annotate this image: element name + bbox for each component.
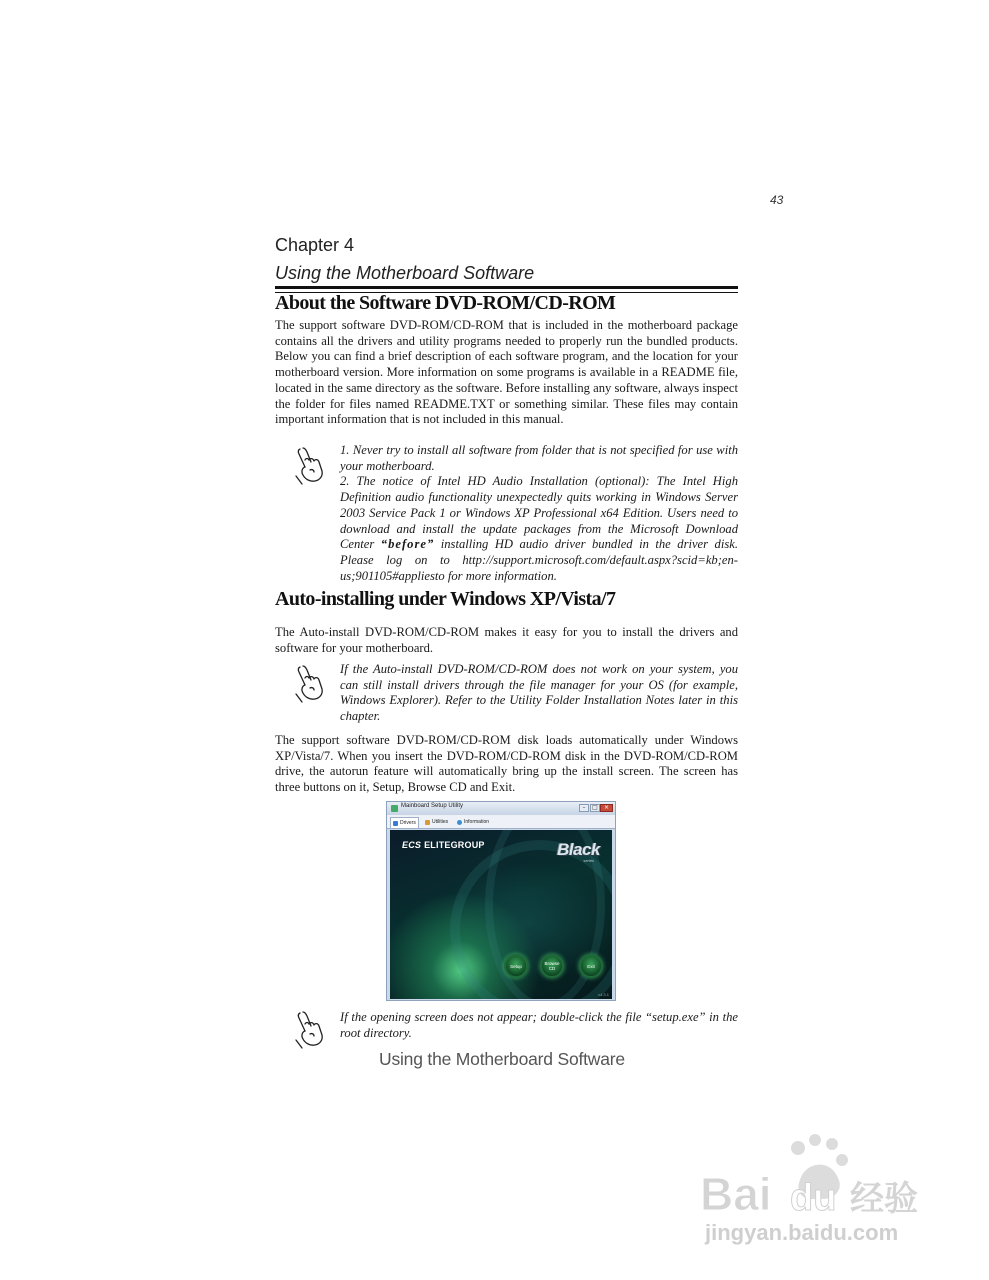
note-item-2 xyxy=(340,474,738,584)
note-item-2-text-a: 2. The notice of Intel HD Audio Installation (optional): The Intel High Definition audio functionality unexpectedly quits working in Windows Server 2003 Service Pack 1 or Windows XP Professional x64 Edition. Users need to download and install the update packages from the Microsoft Download Center xyxy=(340,474,738,552)
version-label: v4.3.1 xyxy=(598,992,609,997)
note-auto-install-fallback: If the Auto-install DVD-ROM/CD-ROM does not work on your system, you can still install drivers through the file manager for your OS (for example, Windows Explorer). Refer to the Utility Folder Installation Notes later in this chapter. xyxy=(340,662,738,724)
brand-name: ELITEGROUP xyxy=(424,840,485,850)
minimize-button[interactable]: – xyxy=(579,804,589,812)
page-footer: Using the Motherboard Software xyxy=(379,1049,625,1069)
svg-text:du: du xyxy=(790,1177,837,1219)
setup-utility-screenshot xyxy=(386,801,616,1001)
installer-splash xyxy=(390,830,612,999)
auto-install-paragraph-1: The Auto-install DVD-ROM/CD-ROM makes it easy for you to install the drivers and software for your motherboard. xyxy=(275,625,738,655)
watermark-url: jingyan.baidu.com xyxy=(705,1220,899,1245)
note-item-1: 1. Never try to install all software from folder that is not specified for use with your motherboard. xyxy=(340,443,738,473)
section-heading-about: About the Software DVD-ROM/CD-ROM xyxy=(275,292,616,314)
close-button[interactable]: × xyxy=(600,804,613,812)
black-series-logo: Black xyxy=(557,840,600,859)
tab-information[interactable] xyxy=(455,817,495,828)
tab-information-label: Information xyxy=(464,819,490,825)
maximize-button[interactable]: □ xyxy=(590,804,600,812)
drivers-icon xyxy=(393,821,398,826)
about-paragraph: The support software DVD-ROM/CD-ROM that is included in the motherboard package contains all the drivers and utility programs needed to properly run the bundled products. Below you can find a brief description of each software program, and the location for your motherboard version. More information on some programs is available in a README file, located in the same directory as the software. Before installing any software, always inspect the folder for files named README.TXT or something similar. These files may contain important information that is not included in this manual. xyxy=(275,318,738,427)
auto-install-paragraph-2: The support software DVD-ROM/CD-ROM disk loads automatically under Windows XP/Vista/7. When you insert the DVD-ROM/CD-ROM disk in the DVD-ROM/CD-ROM drive, the autorun feature will automatically bring up the install screen. The screen has three buttons on it, Setup, Browse CD and Exit. xyxy=(275,733,738,795)
tab-drivers[interactable] xyxy=(390,817,419,828)
ecs-mark: ECS xyxy=(402,840,422,850)
tab-utilities[interactable] xyxy=(423,817,451,828)
window-titlebar xyxy=(387,802,615,815)
svg-text:Bai: Bai xyxy=(700,1168,772,1220)
chapter-rule-thick xyxy=(275,286,738,289)
page-number: 43 xyxy=(770,193,784,207)
series-label: series xyxy=(583,858,594,863)
browse-cd-button[interactable]: Browse CD xyxy=(540,954,564,978)
elitegroup-logo xyxy=(402,840,485,850)
note-install-warning xyxy=(340,443,738,584)
pointing-hand-icon xyxy=(293,446,327,486)
app-icon xyxy=(391,805,398,812)
information-icon xyxy=(457,820,462,825)
note-setup-exe: If the opening screen does not appear; double-click the file “setup.exe” in the root directory. xyxy=(340,1010,738,1040)
note-item-2-text-b: installing HD audio driver bundled in the driver disk. Please log on to http://support.microsoft.com/default.aspx?scid=kb;en-us;901105#appliesto for more information. xyxy=(340,537,738,583)
section-heading-auto-install: Auto-installing under Windows XP/Vista/7 xyxy=(275,588,616,610)
tab-drivers-label: Drivers xyxy=(400,820,416,826)
chapter-subtitle: Using the Motherboard Software xyxy=(275,263,535,283)
pointing-hand-icon xyxy=(293,664,327,704)
utilities-icon xyxy=(425,820,430,825)
svg-text:经验: 经验 xyxy=(850,1179,918,1219)
exit-button[interactable]: Exit xyxy=(579,954,603,978)
note-item-2-emphasis: “before” xyxy=(380,537,435,552)
window-title: Mainboard Setup Utility xyxy=(401,803,464,809)
chapter-label: Chapter 4 xyxy=(275,235,355,255)
pointing-hand-icon xyxy=(293,1010,327,1050)
tab-utilities-label: Utilities xyxy=(432,819,449,825)
tab-bar xyxy=(387,815,615,829)
setup-button[interactable]: Setup xyxy=(504,954,528,978)
